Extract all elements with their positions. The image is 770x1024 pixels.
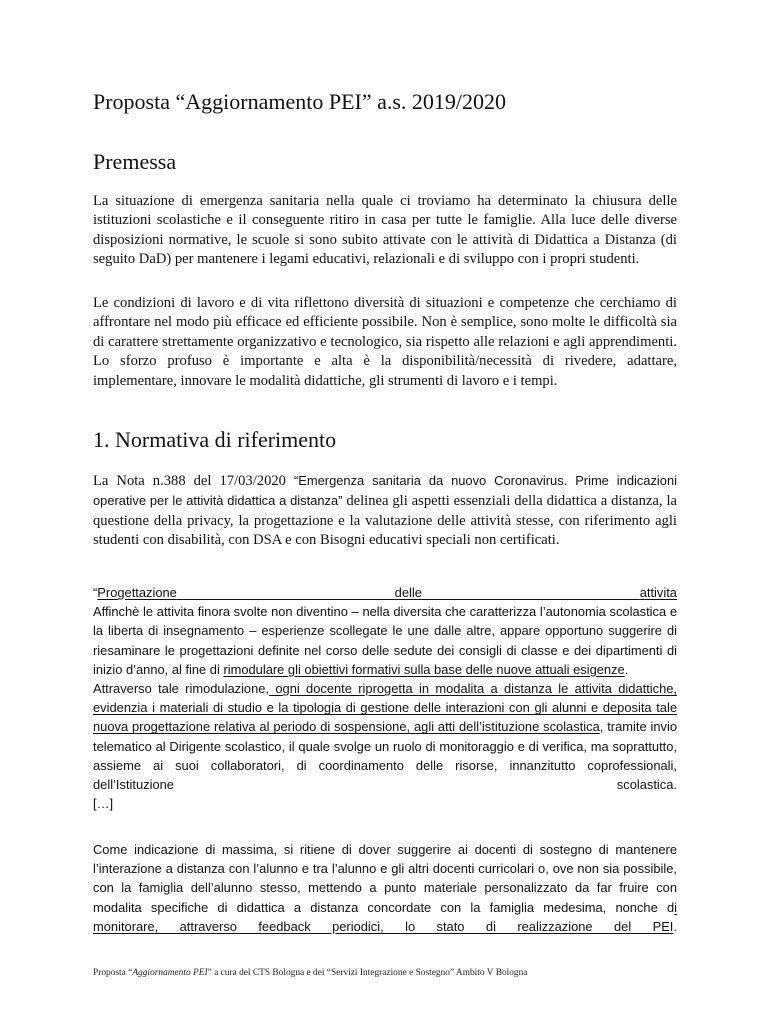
- quote-paragraph-2: [93, 679, 677, 794]
- closing-end: .: [673, 918, 677, 934]
- footer-italic: Aggiornamento PEI: [132, 968, 208, 978]
- quote-p1-text: Affinchè le attivita finora svolte non diventino – nella diversita che caratterizza l’autonomia scolastica e la liberta di insegnamento – esperienze scollegate le une dalle altre, appare opportuno suggerire di riesaminare le progettazioni definite nel corso delle sedute dei consigli di classe e dei dipartimenti di inizio d’anno, al fine di: [93, 604, 677, 677]
- premessa-paragraph-1: La situazione di emergenza sanitaria nella quale ci troviamo ha determinato la chiusura delle istituzioni scolastiche e il conseguente ritiro in casa per tutte le famiglie. Alla luce delle diverse disposizioni normative, le scuole si sono subito attivate con le attività di Didattica a Distanza (di seguito DaD) per mantenere i legami educativi, relazionali e di sviluppo con i propri studenti.: [93, 193, 677, 268]
- quote-heading-word-3: attivita: [639, 585, 677, 600]
- closing-text: Come indicazione di massima, si ritiene di dover suggerire ai docenti di sostegno di mantenere l’interazione a distanza con l’alunno e tra l’alunno e gli altri docenti curricolari o, ove non sia possibile, con la famiglia dell’alunno stesso, mettendo a punto materiale personalizzato da far fruire con modalita specifiche di didattica a distanza concordate con la famiglia medesima, nonche d: [93, 842, 677, 915]
- nota-rest: delinea gli aspetti essenziali della didattica a distanza, la questione della privacy, la progettazione e la valutazione delle attività stesse, con riferimento agli studenti con disabilità, con DSA e con Bisogni educativi speciali non certificati.: [93, 493, 677, 549]
- footer-suffix: ” a cura del CTS Bologna e dei “Servizi Integrazione e Sostegno” Ambito V Bologna: [207, 968, 528, 978]
- closing-paragraph: [93, 840, 677, 936]
- quote-open-mark: “: [93, 585, 98, 600]
- section-heading-premessa: Premessa: [93, 149, 177, 174]
- quote-ellipsis: […]: [93, 796, 114, 812]
- quote-p1-end: .: [624, 661, 629, 677]
- quoted-excerpt: [93, 583, 677, 813]
- premessa-paragraph-2: Le condizioni di lavoro e di vita riflettono diversità di situazioni e competenze che cerchiamo di affrontare nel modo più efficace ed efficiente possibile. Non è semplice, sono molte le difficoltà sia di carattere strettamente organizzativo e tecnologico, sia rispetto alle relazioni e agli apprendimenti. Lo sforzo profuso è importante e alta è la disponibilità/necessità di rivedere, adattare, implementare, innovare le modalità didattiche, gli strumenti di lavoro e i tempi.: [93, 295, 677, 389]
- document-title: Proposta “Aggiornamento PEI” a.s. 2019/2020: [93, 89, 507, 114]
- quote-heading-word-1: Progettazione: [97, 585, 177, 600]
- quote-p2-end: , tramite invio telematico al Dirigente scolastico, il quale svolge un ruolo di monitoraggio e di verifica, ma soprattutto, assieme ai suoi collaboratori, di coordinamento delle risorse, innanzitutto coprofessionali, dell’Istituzione scolastica.: [93, 719, 677, 793]
- quote-p1-underlined: rimodulare gli obiettivi formativi sulla base delle nuove attuali esigenze: [223, 661, 625, 677]
- quote-heading-word-2: delle: [394, 585, 422, 600]
- footer-prefix: Proposta “: [93, 968, 133, 978]
- closing-underlined: i monitorare, attraverso feedback periodici, lo stato di realizzazione del PEI: [93, 899, 677, 934]
- page-footer: [93, 967, 527, 979]
- quote-p2-start: Attraverso tale rimodulazione,: [93, 681, 270, 697]
- quote-p2-underlined: ogni docente riprogetta in modalita a distanza le attivita didattiche, evidenzia i materiali di studio e la tipologia di gestione delle interazioni con gli alunni e deposita tale nuova progettazione relativa al periodo di sospensione, agli atti dell’istituzione scolastica: [93, 681, 677, 735]
- quote-heading-line: [93, 583, 677, 602]
- quote-paragraph-1: [93, 602, 677, 679]
- nota-prefix: La Nota n.388 del 17/03/2020: [93, 473, 294, 489]
- section-heading-normativa: 1. Normativa di riferimento: [93, 427, 337, 452]
- normativa-paragraph: [93, 471, 677, 551]
- nota-quote: “Emergenza sanitaria da nuovo Coronavirus. Prime indicazioni operative per le attività didattica a distanza”: [93, 473, 677, 509]
